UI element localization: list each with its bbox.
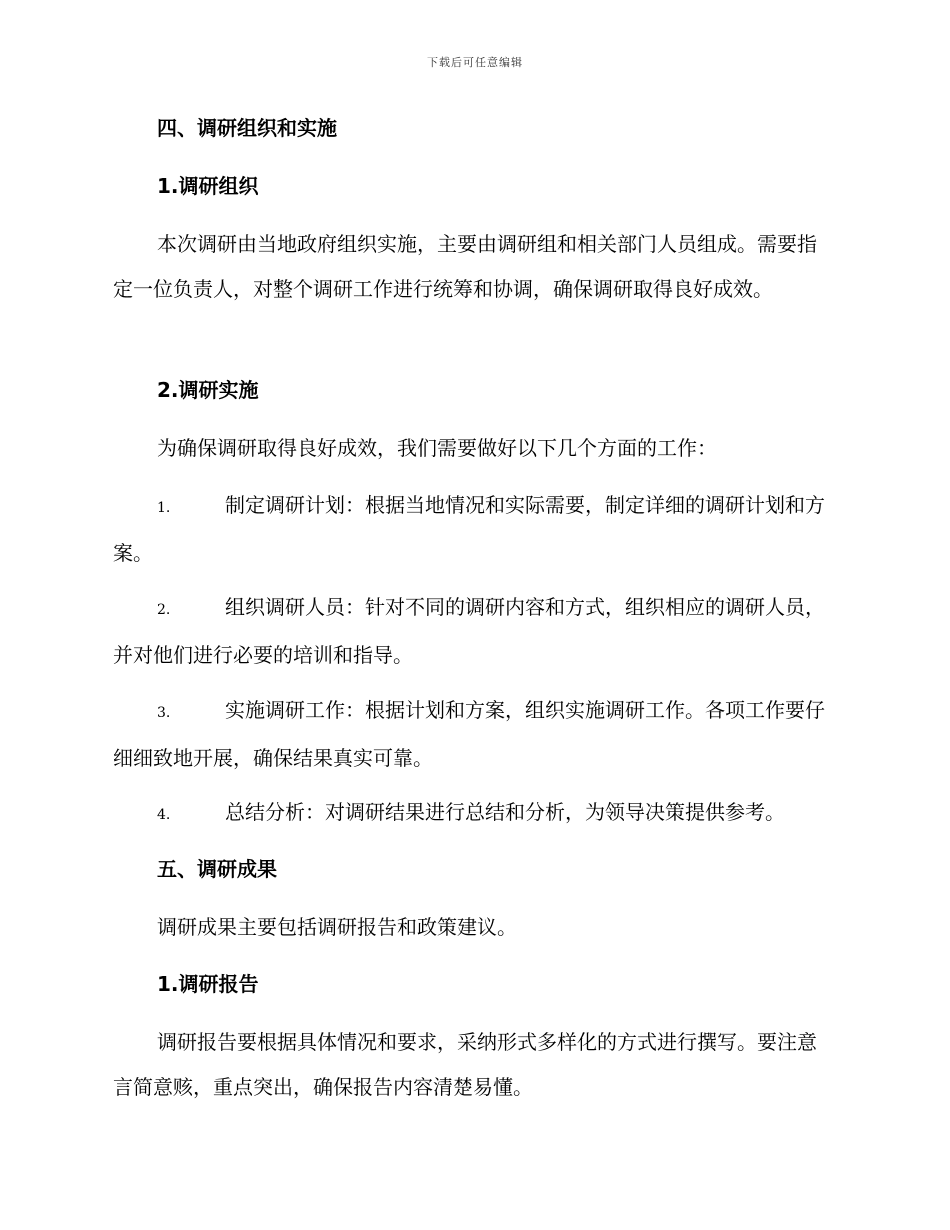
paragraph-5-1: 调研报告要根据具体情况和要求，采纳形式多样化的方式进行撰写。要注意言简意赅，重点突出，确保报告内容清楚易懂。: [113, 1030, 817, 1099]
list-item-text: 制定调研计划：根据当地情况和实际需要，制定详细的调研计划和方案。: [113, 493, 825, 565]
subsection-heading-4-1: 1.调研组织: [157, 174, 259, 198]
paragraph-4-2-intro: 为确保调研取得良好成效，我们需要做好以下几个方面的工作：: [157, 436, 717, 460]
paragraph-4-1: 本次调研由当地政府组织实施，主要由调研组和相关部门人员组成。需要指定一位负责人，对整个调研工作进行统筹和协调，确保调研取得良好成效。: [113, 232, 817, 301]
list-item-number: 3.: [157, 705, 171, 721]
list-item-number: 1.: [157, 500, 171, 516]
list-item: [113, 688, 833, 781]
list-item-number: 2.: [157, 602, 171, 618]
list-item-text: 总结分析：对调研结果进行总结和分析，为领导决策提供参考。: [225, 800, 785, 824]
paragraph-5-intro: 调研成果主要包括调研报告和政策建议。: [157, 915, 517, 939]
list-item: [113, 790, 833, 838]
subsection-heading-5-1: 1.调研报告: [157, 972, 259, 996]
subsection-heading-4-2: 2.调研实施: [157, 378, 259, 402]
list-item: [113, 585, 833, 678]
list-item: [113, 483, 833, 576]
page-header-note: 下载后可任意编辑: [427, 56, 523, 69]
list-item-number: 4.: [157, 807, 171, 823]
list-item-text: 实施调研工作：根据计划和方案，组织实施调研工作。各项工作要仔细细致地开展，确保结果真实可靠。: [113, 698, 825, 770]
list-item-text: 组织调研人员：针对不同的调研内容和方式，组织相应的调研人员，并对他们进行必要的培训和指导。: [113, 595, 825, 667]
section-heading-4: 四、调研组织和实施: [157, 116, 337, 140]
section-heading-5: 五、调研成果: [157, 857, 277, 881]
